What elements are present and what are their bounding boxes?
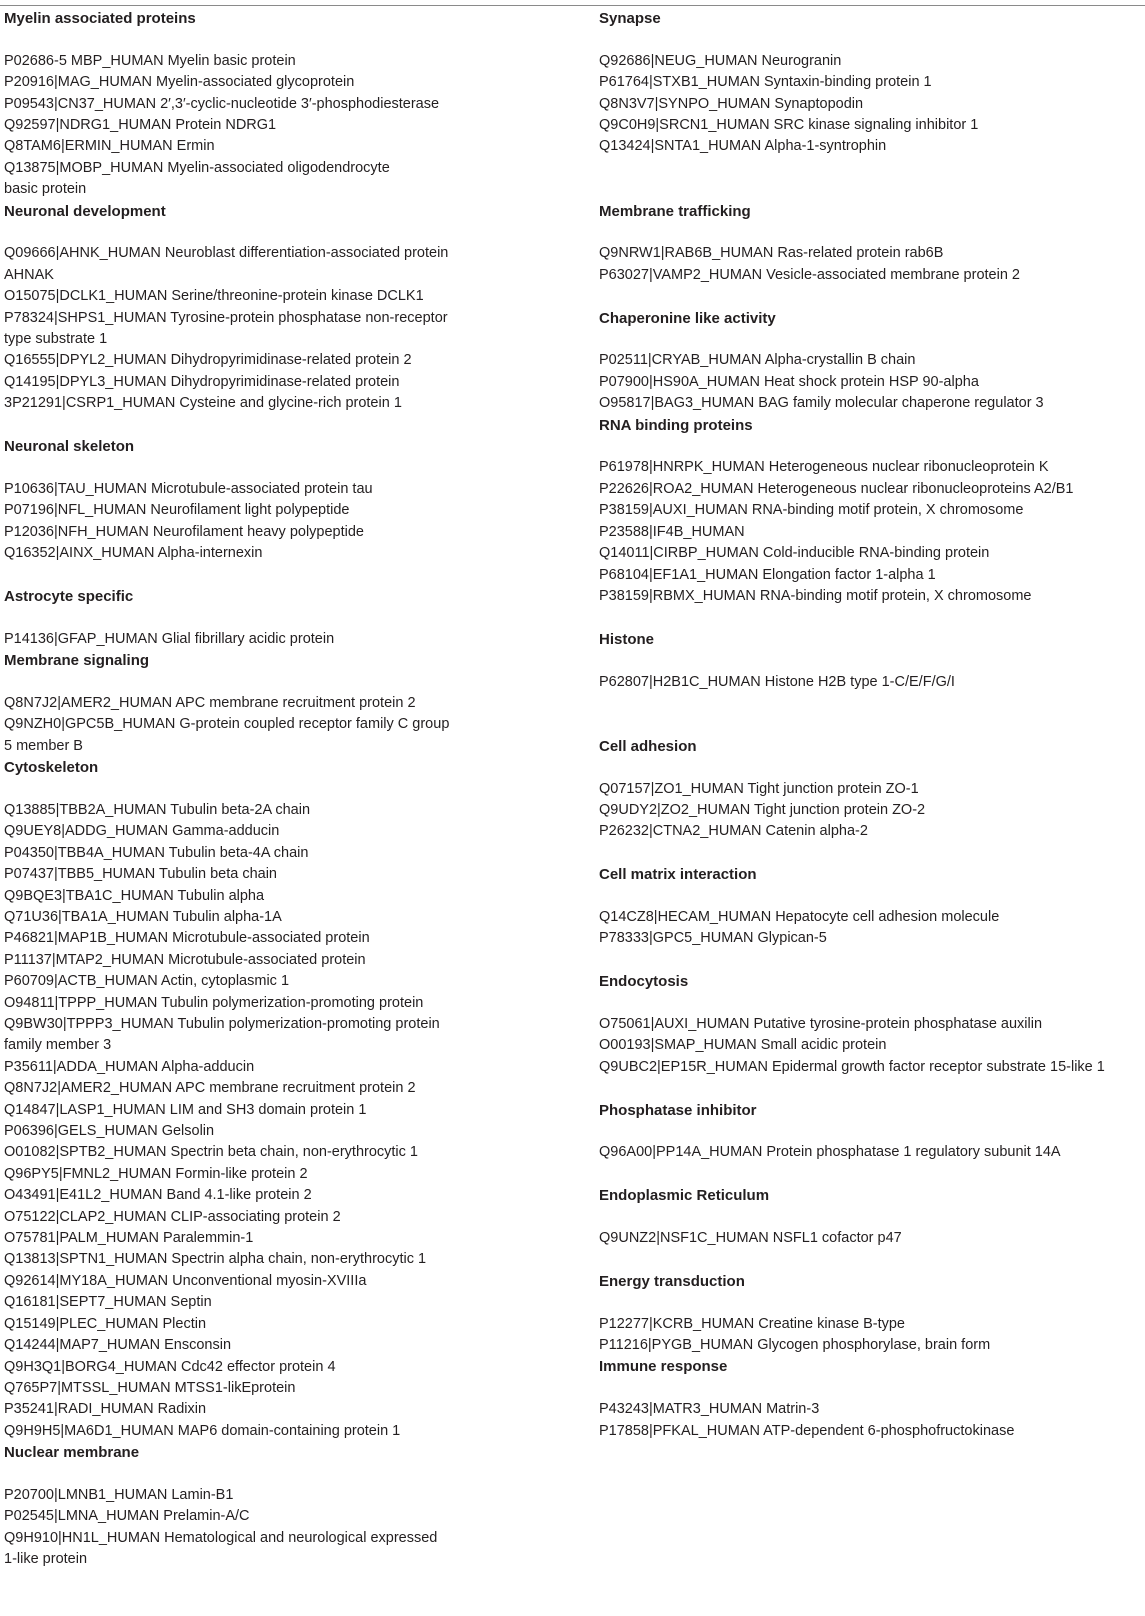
- protein-entry: O75061|AUXI_HUMAN Putative tyrosine-protein phosphatase auxilin: [599, 1015, 1043, 1032]
- protein-entry: P07437|TBB5_HUMAN Tubulin beta chain: [4, 866, 277, 883]
- protein-entry: O95817|BAG3_HUMAN BAG family molecular chaperone regulator 3: [599, 395, 1044, 412]
- protein-entry: P78333|GPC5_HUMAN Glypican-5: [599, 930, 827, 947]
- protein-entry: P61978|HNRPK_HUMAN Heterogeneous nuclear ribonucleoprotein K: [599, 459, 1049, 476]
- protein-entry: O75781|PALM_HUMAN Paralemmin-1: [4, 1230, 254, 1247]
- protein-entry: Q9UDY2|ZO2_HUMAN Tight junction protein ZO-2: [599, 801, 926, 818]
- protein-entry: P12277|KCRB_HUMAN Creatine kinase B-type: [599, 1315, 905, 1332]
- section-histone: [599, 629, 1141, 736]
- section-title: Chaperonine like activity: [599, 309, 776, 327]
- section-spacer: [599, 650, 1141, 671]
- protein-entry: O00193|SMAP_HUMAN Small acidic protein: [599, 1037, 887, 1054]
- section-membrane-signaling: [4, 650, 484, 757]
- protein-entry: Q9H3Q1|BORG4_HUMAN Cdc42 effector protein 4: [4, 1358, 336, 1375]
- section-spacer: [599, 436, 1141, 457]
- blank-line: [599, 607, 1141, 628]
- protein-entry: P38159|RBMX_HUMAN RNA-binding motif protein, X chromosome: [599, 587, 1032, 604]
- section-astrocyte-specific: [4, 586, 484, 650]
- section-spacer: [4, 222, 484, 243]
- protein-entry: Q9BQE3|TBA1C_HUMAN Tubulin alpha: [4, 887, 265, 904]
- protein-entry: P20916|MAG_HUMAN Myelin-associated glycoprotein: [4, 74, 355, 91]
- section-title: Synapse: [599, 10, 661, 27]
- protein-entry: O43491|E41L2_HUMAN Band 4.1-like protein 2: [4, 1187, 312, 1204]
- protein-entry: P07900|HS90A_HUMAN Heat shock protein HSP 90-alpha: [599, 373, 979, 390]
- section-spacer: [599, 329, 1141, 350]
- protein-entry: O94811|TPPP_HUMAN Tubulin polymerization-promoting protein: [4, 994, 424, 1011]
- section-title: Energy transduction: [599, 1272, 745, 1290]
- section-spacer: [4, 672, 484, 693]
- protein-entry: Q14847|LASP1_HUMAN LIM and SH3 domain protein 1: [4, 1101, 367, 1118]
- protein-entry: P78324|SHPS1_HUMAN Tyrosine-protein phosphatase non-receptor: [4, 309, 448, 326]
- protein-entry: Q8N7J2|AMER2_HUMAN APC membrane recruitment protein 2: [4, 1080, 416, 1097]
- section-title: Astrocyte specific: [4, 587, 134, 605]
- section-spacer: [599, 29, 1141, 50]
- blank-line: [599, 950, 1141, 971]
- section-cell-matrix-interaction: [599, 864, 1141, 971]
- blank-line: [4, 415, 484, 436]
- section-spacer: [4, 607, 484, 628]
- protein-entry: P23588|IF4B_HUMAN: [599, 523, 745, 540]
- protein-entry: Q9BW30|TPPP3_HUMAN Tubulin polymerization-promoting protein: [4, 1016, 440, 1032]
- protein-entry: 3P21291|CSRP1_HUMAN Cysteine and glycine-rich protein 1: [4, 395, 402, 412]
- protein-entry: Q9UEY8|ADDG_HUMAN Gamma-adducin: [4, 823, 280, 840]
- section-cell-adhesion: [599, 736, 1141, 864]
- protein-entry: P04350|TBB4A_HUMAN Tubulin beta-4A chain: [4, 844, 309, 861]
- section-title: Cell adhesion: [599, 737, 697, 755]
- protein-entry: P46821|MAP1B_HUMAN Microtubule-associated protein: [4, 930, 370, 947]
- blank-line: [599, 158, 1141, 179]
- blank-line: [599, 1078, 1141, 1099]
- protein-entry: Q92597|NDRG1_HUMAN Protein NDRG1: [4, 117, 277, 134]
- protein-entry: P07196|NFL_HUMAN Neurofilament light polypeptide: [4, 502, 350, 519]
- protein-entry: Q8N7J2|AMER2_HUMAN APC membrane recruitment protein 2: [4, 694, 416, 711]
- section-title: Endocytosis: [599, 973, 689, 991]
- section-spacer: [599, 757, 1141, 778]
- protein-entry: O75122|CLAP2_HUMAN CLIP-associating protein 2: [4, 1208, 341, 1225]
- protein-entry: Q9UNZ2|NSF1C_HUMAN NSFL1 cofactor p47: [599, 1230, 902, 1246]
- blank-line: [599, 843, 1141, 864]
- protein-entry: Q9NZH0|GPC5B_HUMAN G-protein coupled receptor family C group: [4, 716, 450, 733]
- protein-entry: P10636|TAU_HUMAN Microtubule-associated protein tau: [4, 480, 373, 497]
- section-title: Membrane signaling: [4, 652, 150, 670]
- protein-entry: P68104|EF1A1_HUMAN Elongation factor 1-alpha 1: [599, 566, 936, 583]
- protein-entry: P62807|H2B1C_HUMAN Histone H2B type 1-C/E/F/G/I: [599, 673, 955, 690]
- protein-entry: basic protein: [4, 181, 87, 198]
- protein-entry: P63027|VAMP2_HUMAN Vesicle-associated membrane protein 2: [599, 266, 1020, 283]
- section-title: Neuronal development: [4, 202, 166, 220]
- protein-entry: Q16352|AINX_HUMAN Alpha-internexin: [4, 545, 263, 562]
- section-spacer: [599, 1292, 1141, 1313]
- section-neuronal-development: [4, 201, 484, 436]
- section-synapse: [599, 8, 1141, 201]
- protein-entry: P22626|ROA2_HUMAN Heterogeneous nuclear ribonucleoproteins A2/B1: [599, 480, 1074, 497]
- protein-entry: O15075|DCLK1_HUMAN Serine/threonine-protein kinase DCLK1: [4, 288, 424, 305]
- protein-entry: Q14CZ8|HECAM_HUMAN Hepatocyte cell adhesion molecule: [599, 908, 1000, 925]
- protein-entry: Q8TAM6|ERMIN_HUMAN Ermin: [4, 138, 215, 155]
- protein-entry: P02545|LMNA_HUMAN Prelamin-A/C: [4, 1508, 250, 1525]
- section-spacer: [4, 29, 484, 50]
- section-title: Histone: [599, 630, 655, 648]
- section-title: Myelin associated proteins: [4, 10, 196, 27]
- protein-entry: P35241|RADI_HUMAN Radixin: [4, 1401, 207, 1418]
- protein-entry: Q13885|TBB2A_HUMAN Tubulin beta-2A chain: [4, 801, 311, 818]
- section-spacer: [4, 458, 484, 479]
- protein-entry: Q13813|SPTN1_HUMAN Spectrin alpha chain, non-erythrocytic 1: [4, 1251, 427, 1268]
- protein-entry: Q16555|DPYL2_HUMAN Dihydropyrimidinase-related protein 2: [4, 352, 412, 369]
- section-endocytosis: [599, 971, 1141, 1099]
- protein-entry: P26232|CTNA2_HUMAN Catenin alpha-2: [599, 823, 868, 840]
- protein-entry: P17858|PFKAL_HUMAN ATP-dependent 6-phosphofructokinase: [599, 1422, 1015, 1439]
- blank-line: [4, 565, 484, 586]
- protein-entry: Q13875|MOBP_HUMAN Myelin-associated oligodendrocyte: [4, 159, 390, 176]
- right-column: [599, 8, 1141, 1442]
- protein-entry: 1-like protein: [4, 1551, 88, 1568]
- protein-entry: P02686-5 MBP_HUMAN Myelin basic protein: [4, 52, 296, 69]
- protein-entry: Q71U36|TBA1A_HUMAN Tubulin alpha-1A: [4, 908, 282, 925]
- section-spacer: [599, 1207, 1141, 1228]
- protein-entry: AHNAK: [4, 266, 54, 283]
- section-rna-binding-proteins: [599, 415, 1141, 629]
- protein-entry: family member 3: [4, 1037, 112, 1054]
- blank-line: [599, 693, 1141, 714]
- protein-entry: Q765P7|MTSSL_HUMAN MTSS1-likEprotein: [4, 1379, 296, 1396]
- protein-entry: Q96A00|PP14A_HUMAN Protein phosphatase 1 regulatory subunit 14A: [599, 1144, 1061, 1161]
- section-spacer: [599, 886, 1141, 907]
- protein-entry: Q14011|CIRBP_HUMAN Cold-inducible RNA-binding protein: [599, 545, 990, 562]
- protein-entry: Q13424|SNTA1_HUMAN Alpha-1-syntrophin: [599, 138, 887, 155]
- protein-entry: P14136|GFAP_HUMAN Glial fibrillary acidic protein: [4, 630, 335, 647]
- section-spacer: [599, 222, 1141, 243]
- section-title: Cell matrix interaction: [599, 866, 757, 884]
- protein-entry: P02511|CRYAB_HUMAN Alpha-crystallin B chain: [599, 352, 916, 369]
- protein-entry: P11137|MTAP2_HUMAN Microtubule-associated protein: [4, 951, 366, 968]
- section-spacer: [4, 779, 484, 800]
- protein-entry: P06396|GELS_HUMAN Gelsolin: [4, 1123, 215, 1140]
- section-spacer: [599, 993, 1141, 1014]
- protein-entry: P43243|MATR3_HUMAN Matrin-3: [599, 1401, 820, 1418]
- protein-entry: Q8N3V7|SYNPO_HUMAN Synaptopodin: [599, 95, 864, 112]
- blank-line: [599, 286, 1141, 307]
- protein-entry: P12036|NFH_HUMAN Neurofilament heavy polypeptide: [4, 523, 365, 540]
- section-nuclear-membrane: [4, 1442, 484, 1570]
- section-membrane-trafficking: [599, 201, 1141, 308]
- section-immune-response: [599, 1356, 1141, 1442]
- blank-line: [599, 179, 1141, 200]
- protein-entry: Q9C0H9|SRCN1_HUMAN SRC kinase signaling inhibitor 1: [599, 117, 979, 134]
- protein-entry: Q9H910|HN1L_HUMAN Hematological and neurological expressed: [4, 1529, 438, 1546]
- section-phosphatase-inhibitor: [599, 1100, 1141, 1186]
- section-cytoskeleton: [4, 757, 484, 1442]
- section-neuronal-skeleton: [4, 436, 484, 586]
- top-rule: [0, 5, 1145, 6]
- protein-entry: P20700|LMNB1_HUMAN Lamin-B1: [4, 1486, 234, 1503]
- section-endoplasmic-reticulum: [599, 1185, 1141, 1271]
- section-myelin-associated-proteins: [4, 8, 484, 201]
- section-title: Neuronal skeleton: [4, 438, 135, 456]
- protein-entry: 5 member B: [4, 737, 83, 754]
- protein-entry: Q14244|MAP7_HUMAN Ensconsin: [4, 1337, 232, 1354]
- section-title: Immune response: [599, 1358, 728, 1376]
- section-spacer: [599, 1378, 1141, 1399]
- blank-line: [599, 714, 1141, 735]
- protein-entry: Q96PY5|FMNL2_HUMAN Formin-like protein 2: [4, 1165, 308, 1182]
- protein-entry: P11216|PYGB_HUMAN Glycogen phosphorylase, brain form: [599, 1337, 991, 1354]
- protein-entry: Q92686|NEUG_HUMAN Neurogranin: [599, 52, 842, 69]
- section-title: Cytoskeleton: [4, 759, 99, 777]
- section-spacer: [599, 1121, 1141, 1142]
- blank-line: [599, 1249, 1141, 1270]
- section-title: Membrane trafficking: [599, 202, 751, 220]
- protein-entry: P61764|STXB1_HUMAN Syntaxin-binding protein 1: [599, 74, 932, 91]
- section-spacer: [4, 1464, 484, 1485]
- protein-entry: Q07157|ZO1_HUMAN Tight junction protein ZO-1: [599, 780, 919, 797]
- left-column: [4, 8, 484, 1571]
- protein-entry: Q9UBC2|EP15R_HUMAN Epidermal growth factor receptor substrate 15-like 1: [599, 1058, 1105, 1075]
- protein-entry: Q16181|SEPT7_HUMAN Septin: [4, 1294, 212, 1311]
- section-energy-transduction: [599, 1271, 1141, 1357]
- section-chaperonine-like-activity: [599, 308, 1141, 415]
- protein-entry: Q92614|MY18A_HUMAN Unconventional myosin-XVIIIa: [4, 1272, 367, 1289]
- protein-entry: P60709|ACTB_HUMAN Actin, cytoplasmic 1: [4, 973, 290, 990]
- section-title: Endoplasmic Reticulum: [599, 1187, 770, 1205]
- section-title: Nuclear membrane: [4, 1444, 140, 1462]
- protein-entry: Q15149|PLEC_HUMAN Plectin: [4, 1315, 207, 1332]
- protein-entry: P09543|CN37_HUMAN 2′,3′-cyclic-nucleotide 3′-phosphodiesterase: [4, 95, 440, 112]
- protein-entry: P35611|ADDA_HUMAN Alpha-adducin: [4, 1058, 255, 1075]
- protein-entry: Q9NRW1|RAB6B_HUMAN Ras-related protein rab6B: [599, 245, 944, 262]
- blank-line: [599, 1164, 1141, 1185]
- protein-entry: O01082|SPTB2_HUMAN Spectrin beta chain, non-erythrocytic 1: [4, 1144, 418, 1161]
- protein-entry: Q9H9H5|MA6D1_HUMAN MAP6 domain-containing protein 1: [4, 1422, 401, 1439]
- section-title: Phosphatase inhibitor: [599, 1101, 757, 1119]
- protein-entry: Q14195|DPYL3_HUMAN Dihydropyrimidinase-related protein: [4, 373, 400, 390]
- protein-entry: type substrate 1: [4, 331, 108, 348]
- protein-entry: Q09666|AHNK_HUMAN Neuroblast differentiation-associated protein: [4, 245, 449, 262]
- section-title: RNA binding proteins: [599, 416, 753, 434]
- protein-entry: P38159|AUXI_HUMAN RNA-binding motif protein, X chromosome: [599, 502, 1024, 519]
